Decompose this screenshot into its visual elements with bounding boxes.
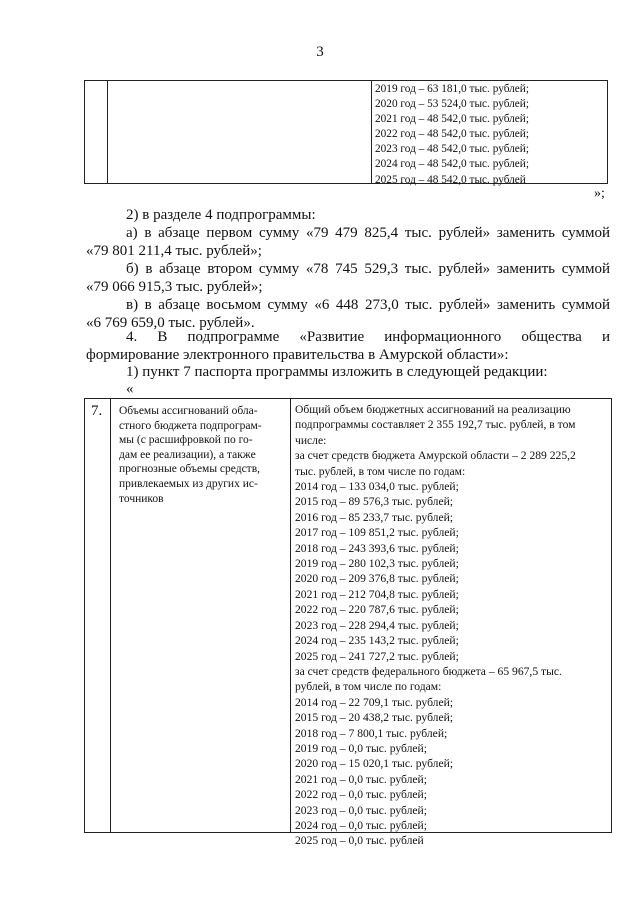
content-line: за счет средств бюджета Амурской области – 2 289 225,2 xyxy=(295,449,576,463)
content-line: 2022 год – 0,0 тыс. рублей; xyxy=(295,788,427,802)
content-line: 2021 год – 212 704,8 тыс. рублей; xyxy=(295,587,459,601)
paragraph-text: формирование электронного правительства в Амурской области»: xyxy=(86,347,509,363)
row-content-cell xyxy=(291,399,611,849)
paragraph-text: 2) в разделе 4 подпрограммы: xyxy=(126,207,316,223)
item-4-paragraph xyxy=(86,328,610,364)
paragraph-text: в) в абзаце восьмом сумму «6 448 273,0 тыс. рублей» заменить суммой xyxy=(126,297,610,313)
content-line: 2020 год – 15 020,1 тыс. рублей; xyxy=(295,757,454,771)
paragraph-text: «79 801 211,4 тыс. рублей»; xyxy=(86,243,262,259)
content-line: Общий объем бюджетных ассигнований на реализацию xyxy=(295,403,571,416)
page-number: 3 xyxy=(316,44,324,60)
content-line: 2024 год – 0,0 тыс. рублей; xyxy=(295,818,427,832)
passport-table xyxy=(84,398,612,848)
paragraph-text: «6 769 659,0 тыс. рублей». xyxy=(86,315,255,331)
content-line: 2014 год – 22 709,1 тыс. рублей; xyxy=(295,695,454,709)
label-line: стного бюджета подпрограм- xyxy=(119,419,262,432)
funding-line: 2025 год – 48 542,0 тыс. рублей xyxy=(375,173,526,186)
amendment-c xyxy=(86,296,610,332)
top-table xyxy=(84,80,608,184)
top-table-content-cell xyxy=(375,82,605,188)
content-line: 2020 год – 209 376,8 тыс. рублей; xyxy=(295,572,459,586)
content-line: 2019 год – 0,0 тыс. рублей; xyxy=(295,741,427,755)
label-line: привлекаемых из других ис- xyxy=(119,477,258,490)
funding-line: 2019 год – 63 181,0 тыс. рублей; xyxy=(375,83,529,95)
paragraph-text: а) в абзаце первом сумму «79 479 825,4 тыс. рублей» заменить суммой xyxy=(126,225,610,241)
content-line: 2015 год – 20 438,2 тыс. рублей; xyxy=(295,711,454,725)
section-4-heading xyxy=(86,206,610,224)
content-line: 2018 год – 7 800,1 тыс. рублей; xyxy=(295,726,448,740)
content-line: рублей, в том числе по годам: xyxy=(295,680,442,694)
top-table-label-cell xyxy=(107,81,372,183)
opening-quote-line xyxy=(86,380,610,398)
content-line: за счет средств федерального бюджета – 65 967,5 тыс. xyxy=(295,664,562,678)
row-label-cell xyxy=(111,399,291,832)
content-line: 2024 год – 235 143,2 тыс. рублей; xyxy=(295,634,459,648)
content-line: 2023 год – 0,0 тыс. рублей; xyxy=(295,803,427,817)
content-line: 2017 год – 109 851,2 тыс. рублей; xyxy=(295,526,459,540)
content-line: 2019 год – 280 102,3 тыс. рублей; xyxy=(295,557,459,571)
content-line: 2021 год – 0,0 тыс. рублей; xyxy=(295,772,427,786)
content-line: подпрограммы составляет 2 355 192,7 тыс. рублей, в том xyxy=(295,418,576,432)
funding-line: 2021 год – 48 542,0 тыс. рублей; xyxy=(375,113,529,126)
content-line: 2018 год – 243 393,6 тыс. рублей; xyxy=(295,541,459,555)
label-line: прогнозные объемы средств, xyxy=(119,463,261,476)
funding-line: 2024 год – 48 542,0 тыс. рублей; xyxy=(375,158,529,171)
amendment-a xyxy=(86,224,610,260)
paragraph-text: 1) пункт 7 паспорта программы изложить в следующей редакции: xyxy=(126,364,548,380)
label-line: Объемы ассигнований обла- xyxy=(119,405,258,417)
paragraph-text: «79 066 915,3 тыс. рублей»; xyxy=(86,279,263,295)
paragraph-text: б) в абзаце втором сумму «78 745 529,3 тыс. рублей» заменить суммой xyxy=(126,261,610,277)
content-line: 2016 год – 85 233,7 тыс. рублей; xyxy=(295,510,454,524)
closing-quote: »; xyxy=(594,186,605,201)
funding-line: 2022 год – 48 542,0 тыс. рублей; xyxy=(375,128,529,141)
content-line: 2014 год – 133 034,0 тыс. рублей; xyxy=(295,480,459,494)
label-line: точников xyxy=(119,492,164,505)
label-line: мы (с расшифровкой по го- xyxy=(119,434,253,447)
funding-line: 2020 год – 53 524,0 тыс. рублей; xyxy=(375,98,529,111)
top-table-number-cell xyxy=(85,81,108,183)
amendment-b xyxy=(86,260,610,296)
content-line: 2025 год – 241 727,2 тыс. рублей; xyxy=(295,649,459,663)
content-line: 2025 год – 0,0 тыс. рублей xyxy=(295,834,424,848)
paragraph-text: 4. В подпрограмме «Развитие информационного общества и xyxy=(126,329,610,345)
passport-paragraph xyxy=(86,363,610,381)
content-line: 2015 год – 89 576,3 тыс. рублей; xyxy=(295,495,454,509)
label-line: дам ее реализации), а также xyxy=(119,448,256,461)
content-line: числе: xyxy=(295,433,327,447)
content-line: 2022 год – 220 787,6 тыс. рублей; xyxy=(295,603,459,617)
content-line: тыс. рублей, в том числе по годам: xyxy=(295,464,466,478)
content-line: 2023 год – 228 294,4 тыс. рублей; xyxy=(295,618,459,632)
row-number-cell: 7. xyxy=(85,399,111,832)
opening-quote: « xyxy=(126,381,134,397)
funding-line: 2023 год – 48 542,0 тыс. рублей; xyxy=(375,143,529,156)
